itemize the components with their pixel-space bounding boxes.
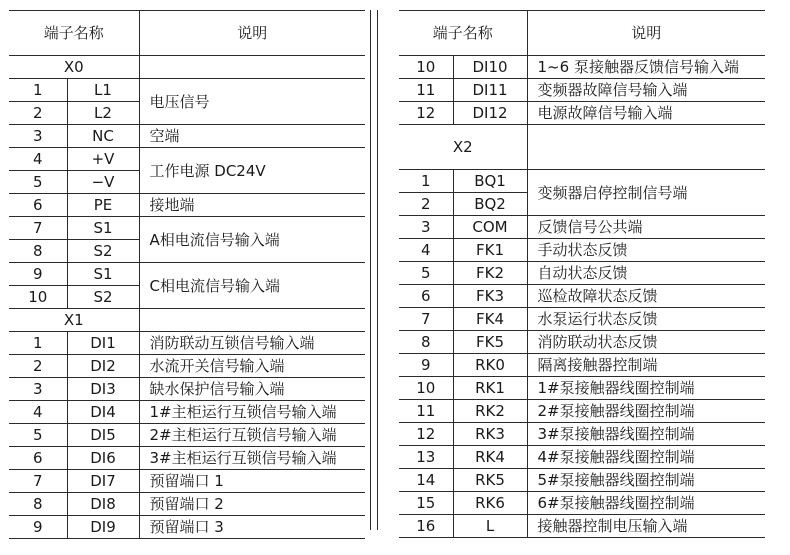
table-row bbox=[399, 262, 765, 285]
terminal-description: 巡检故障状态反馈 bbox=[527, 285, 765, 308]
table-row bbox=[9, 401, 365, 424]
table-row bbox=[399, 79, 765, 102]
terminal-name: S2 bbox=[67, 286, 139, 309]
row-number: 4 bbox=[9, 401, 67, 424]
terminal-name: DI7 bbox=[67, 470, 139, 493]
terminal-description: 2#主柜运行互锁信号输入端 bbox=[139, 424, 365, 447]
table-row bbox=[9, 148, 365, 171]
table-header-row bbox=[9, 11, 365, 56]
row-number: 8 bbox=[9, 240, 67, 263]
table-row bbox=[9, 516, 365, 539]
terminal-description: C相电流信号输入端 bbox=[139, 263, 365, 309]
terminal-description: 缺水保护信号输入端 bbox=[139, 378, 365, 401]
terminal-description: 接地端 bbox=[139, 194, 365, 217]
terminal-name: S2 bbox=[67, 240, 139, 263]
table-row bbox=[9, 194, 365, 217]
x1-rows bbox=[9, 332, 365, 539]
terminal-name: −V bbox=[67, 171, 139, 194]
group-label-x2: X2 bbox=[399, 125, 527, 170]
table-row bbox=[399, 515, 765, 538]
terminal-name: DI11 bbox=[453, 79, 527, 102]
terminal-name: +V bbox=[67, 148, 139, 171]
terminal-name: NC bbox=[67, 125, 139, 148]
terminal-name: RK2 bbox=[453, 400, 527, 423]
terminal-name: S1 bbox=[67, 217, 139, 240]
group-row-x1 bbox=[9, 309, 365, 332]
terminal-description: 消防联动互锁信号输入端 bbox=[139, 332, 365, 355]
group-row-x2 bbox=[399, 125, 765, 170]
terminal-description: 电压信号 bbox=[139, 79, 365, 125]
row-number: 16 bbox=[399, 515, 453, 538]
table-row bbox=[399, 331, 765, 354]
row-number: 7 bbox=[399, 308, 453, 331]
table-row bbox=[399, 446, 765, 469]
terminal-description: A相电流信号输入端 bbox=[139, 217, 365, 263]
terminal-name: FK1 bbox=[453, 239, 527, 262]
terminal-name: FK4 bbox=[453, 308, 527, 331]
terminal-name: RK4 bbox=[453, 446, 527, 469]
row-number: 7 bbox=[9, 217, 67, 240]
table-row bbox=[399, 423, 765, 446]
terminal-description: 电源故障信号输入端 bbox=[527, 102, 765, 125]
terminal-name: FK5 bbox=[453, 331, 527, 354]
table-divider bbox=[370, 10, 378, 530]
row-number: 6 bbox=[399, 285, 453, 308]
row-number: 15 bbox=[399, 492, 453, 515]
group-label-x1: X1 bbox=[9, 309, 139, 332]
terminal-description: 接触器控制电压输入端 bbox=[527, 515, 765, 538]
header-terminal-name: 端子名称 bbox=[399, 11, 527, 56]
table-row bbox=[9, 125, 365, 148]
terminal-description: 1~6 泵接触器反馈信号输入端 bbox=[527, 56, 765, 79]
terminal-name: DI10 bbox=[453, 56, 527, 79]
table-row bbox=[9, 79, 365, 102]
terminal-description: 5#泵接触器线圈控制端 bbox=[527, 469, 765, 492]
terminal-description: 工作电源 DC24V bbox=[139, 148, 365, 194]
terminal-name: DI3 bbox=[67, 378, 139, 401]
table-row bbox=[9, 470, 365, 493]
terminal-description: 水流开关信号输入端 bbox=[139, 355, 365, 378]
terminal-description: 隔离接触器控制端 bbox=[527, 354, 765, 377]
terminal-name: DI9 bbox=[67, 516, 139, 539]
row-number: 2 bbox=[9, 355, 67, 378]
table-row bbox=[9, 493, 365, 516]
row-number: 2 bbox=[399, 193, 453, 216]
terminal-name: L1 bbox=[67, 79, 139, 102]
terminal-description: 4#泵接触器线圈控制端 bbox=[527, 446, 765, 469]
terminal-name: RK0 bbox=[453, 354, 527, 377]
table-row bbox=[9, 378, 365, 401]
row-number: 3 bbox=[399, 216, 453, 239]
terminal-name: PE bbox=[67, 194, 139, 217]
row-number: 5 bbox=[9, 171, 67, 194]
row-number: 6 bbox=[9, 194, 67, 217]
terminal-description: 变频器故障信号输入端 bbox=[527, 79, 765, 102]
row-number: 4 bbox=[399, 239, 453, 262]
row-number: 12 bbox=[399, 423, 453, 446]
table-row bbox=[9, 355, 365, 378]
row-number: 13 bbox=[399, 446, 453, 469]
table-row bbox=[399, 170, 765, 193]
row-number: 4 bbox=[9, 148, 67, 171]
row-number: 10 bbox=[399, 56, 453, 79]
table-row bbox=[399, 285, 765, 308]
terminal-name: DI1 bbox=[67, 332, 139, 355]
table-row bbox=[9, 447, 365, 470]
row-number: 11 bbox=[399, 79, 453, 102]
terminal-description: 1#主柜运行互锁信号输入端 bbox=[139, 401, 365, 424]
terminal-description: 2#泵接触器线圈控制端 bbox=[527, 400, 765, 423]
row-number: 8 bbox=[9, 493, 67, 516]
row-number: 10 bbox=[9, 286, 67, 309]
table-row bbox=[399, 377, 765, 400]
row-number: 1 bbox=[9, 79, 67, 102]
terminal-name: BQ2 bbox=[453, 193, 527, 216]
row-number: 8 bbox=[399, 331, 453, 354]
terminal-name: DI8 bbox=[67, 493, 139, 516]
terminal-description: 水泵运行状态反馈 bbox=[527, 308, 765, 331]
table-row bbox=[9, 263, 365, 286]
terminal-name: L bbox=[453, 515, 527, 538]
terminal-name: S1 bbox=[67, 263, 139, 286]
group-row-x0 bbox=[9, 56, 365, 79]
top-rows bbox=[399, 56, 765, 125]
table-row bbox=[399, 102, 765, 125]
terminal-name: L2 bbox=[67, 102, 139, 125]
terminal-table-right bbox=[399, 10, 765, 538]
terminal-name: DI5 bbox=[67, 424, 139, 447]
row-number: 2 bbox=[9, 102, 67, 125]
table-row bbox=[399, 56, 765, 79]
terminal-name: COM bbox=[453, 216, 527, 239]
terminal-description: 3#泵接触器线圈控制端 bbox=[527, 423, 765, 446]
table-row bbox=[9, 332, 365, 355]
header-description: 说明 bbox=[527, 11, 765, 56]
terminal-name: DI6 bbox=[67, 447, 139, 470]
table-row bbox=[399, 354, 765, 377]
group-desc-x2 bbox=[527, 125, 765, 170]
terminal-name: RK6 bbox=[453, 492, 527, 515]
terminal-description: 手动状态反馈 bbox=[527, 239, 765, 262]
row-number: 3 bbox=[9, 378, 67, 401]
terminal-description: 3#主柜运行互锁信号输入端 bbox=[139, 447, 365, 470]
row-number: 14 bbox=[399, 469, 453, 492]
group-desc-x1 bbox=[139, 309, 365, 332]
row-number: 11 bbox=[399, 400, 453, 423]
row-number: 3 bbox=[9, 125, 67, 148]
row-number: 1 bbox=[399, 170, 453, 193]
table-header-row bbox=[399, 11, 765, 56]
terminal-description: 变频器启停控制信号端 bbox=[527, 170, 765, 216]
table-row bbox=[399, 469, 765, 492]
terminal-name: DI2 bbox=[67, 355, 139, 378]
row-number: 9 bbox=[9, 516, 67, 539]
group-desc-x0 bbox=[139, 56, 365, 79]
terminal-name: RK3 bbox=[453, 423, 527, 446]
header-description: 说明 bbox=[139, 11, 365, 56]
terminal-description: 反馈信号公共端 bbox=[527, 216, 765, 239]
table-row bbox=[399, 216, 765, 239]
terminal-description: 1#泵接触器线圈控制端 bbox=[527, 377, 765, 400]
terminal-description: 6#泵接触器线圈控制端 bbox=[527, 492, 765, 515]
terminal-description: 预留端口 3 bbox=[139, 516, 365, 539]
row-number: 1 bbox=[9, 332, 67, 355]
terminal-description: 自动状态反馈 bbox=[527, 262, 765, 285]
terminal-name: BQ1 bbox=[453, 170, 527, 193]
header-terminal-name: 端子名称 bbox=[9, 11, 139, 56]
row-number: 5 bbox=[399, 262, 453, 285]
row-number: 10 bbox=[399, 377, 453, 400]
terminal-name: RK5 bbox=[453, 469, 527, 492]
terminal-description: 消防联动状态反馈 bbox=[527, 331, 765, 354]
row-number: 9 bbox=[9, 263, 67, 286]
row-number: 9 bbox=[399, 354, 453, 377]
row-number: 5 bbox=[9, 424, 67, 447]
terminal-name: DI4 bbox=[67, 401, 139, 424]
row-number: 12 bbox=[399, 102, 453, 125]
terminal-name: FK2 bbox=[453, 262, 527, 285]
table-row bbox=[399, 492, 765, 515]
table-row bbox=[399, 308, 765, 331]
terminal-description: 预留端口 2 bbox=[139, 493, 365, 516]
table-row bbox=[9, 217, 365, 240]
terminal-description: 空端 bbox=[139, 125, 365, 148]
terminal-name: RK1 bbox=[453, 377, 527, 400]
terminal-name: FK3 bbox=[453, 285, 527, 308]
terminal-table-left bbox=[9, 10, 365, 539]
table-row bbox=[9, 424, 365, 447]
table-row bbox=[399, 239, 765, 262]
x2-rows bbox=[399, 216, 765, 538]
table-row bbox=[399, 400, 765, 423]
row-number: 7 bbox=[9, 470, 67, 493]
group-label-x0: X0 bbox=[9, 56, 139, 79]
row-number: 6 bbox=[9, 447, 67, 470]
terminal-name: DI12 bbox=[453, 102, 527, 125]
terminal-description: 预留端口 1 bbox=[139, 470, 365, 493]
